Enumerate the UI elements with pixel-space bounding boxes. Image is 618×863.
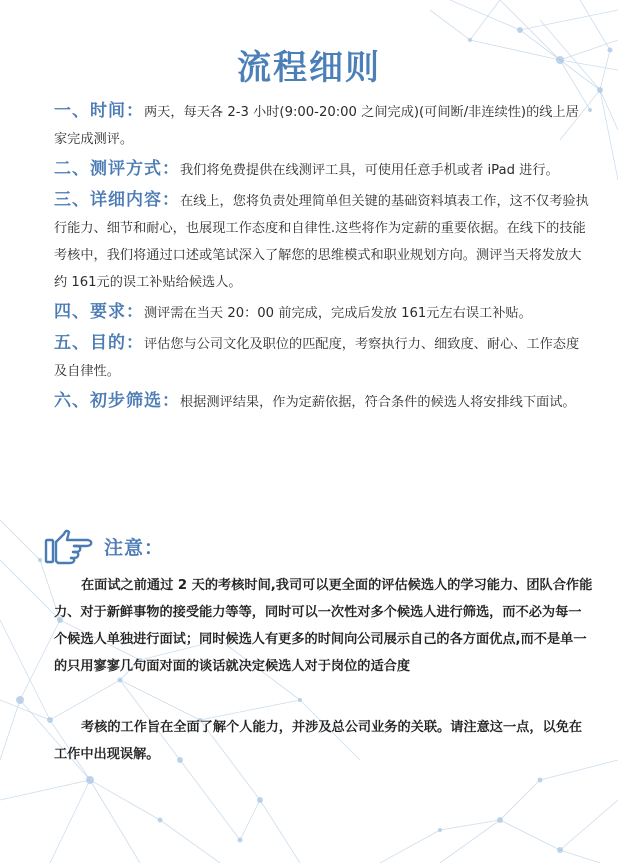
list-item-method (54, 156, 590, 184)
pointing-hand-icon (44, 526, 94, 566)
list-item-screening (54, 388, 590, 416)
list-item-requirement (54, 299, 590, 327)
item-label: 四、要求： (54, 302, 144, 322)
list-item-details (54, 187, 590, 296)
item-label: 二、测评方式： (54, 159, 180, 179)
note-paragraph: 考核的工作旨在全面了解个人能力，并涉及总公司业务的关联。请注意这一点，以免在工作中出现误解。 (54, 720, 583, 762)
item-text: 评估您与公司文化及职位的匹配度，考察执行力、细致度、耐心、工作态度及自律性。 (54, 337, 580, 379)
note-body (54, 572, 594, 768)
page-title: 流程细则 (237, 48, 381, 88)
item-text: 两天，每天各 2-3 小时(9:00-20:00 之间完成)(可间断/非连续性)的线上居家完成测评。 (54, 105, 579, 147)
item-label: 五、目的： (54, 333, 144, 353)
item-label: 一、时间： (54, 101, 144, 121)
item-text: 在线上，您将负责处理简单但关键的基础资料填表工作，这不仅考验执行能力、细节和耐心，也展现工作态度和自律性.这些将作为定薪的重要依据。在线下的技能考核中，我们将通过口述或笔试深入了解您的思维模式和职业规划方向。测评当天将发放大约 161元的误工补贴给候选人。 (54, 194, 589, 290)
list-item-purpose (54, 330, 590, 385)
item-text: 我们将免费提供在线测评工具，可使用任意手机或者 iPad 进行。 (180, 163, 559, 178)
item-label: 三、详细内容： (54, 190, 180, 210)
note-header (44, 526, 164, 566)
detail-list (54, 98, 590, 419)
list-item-time (54, 98, 590, 153)
note-paragraph: 在面试之前通过 2 天的考核时间,我司可以更全面的评估候选人的学习能力、团队合作能力、对于新鲜事物的接受能力等等，同时可以一次性对多个候选人进行筛选，而不必为每一个候选人单独进行面试；同时候选人有更多的时间向公司展示自己的各方面优点,而不是单一的只用寥寥几句面对面的谈话就决定候选人对于岗位的适合度 (54, 578, 593, 674)
item-text: 测评需在当天 20：00 前完成，完成后发放 161元左右误工补贴。 (144, 306, 532, 321)
item-text: 根据测评结果，作为定薪依据，符合条件的候选人将安排线下面试。 (180, 395, 576, 410)
note-title: 注意： (104, 536, 165, 559)
item-label: 六、初步筛选： (54, 391, 180, 411)
